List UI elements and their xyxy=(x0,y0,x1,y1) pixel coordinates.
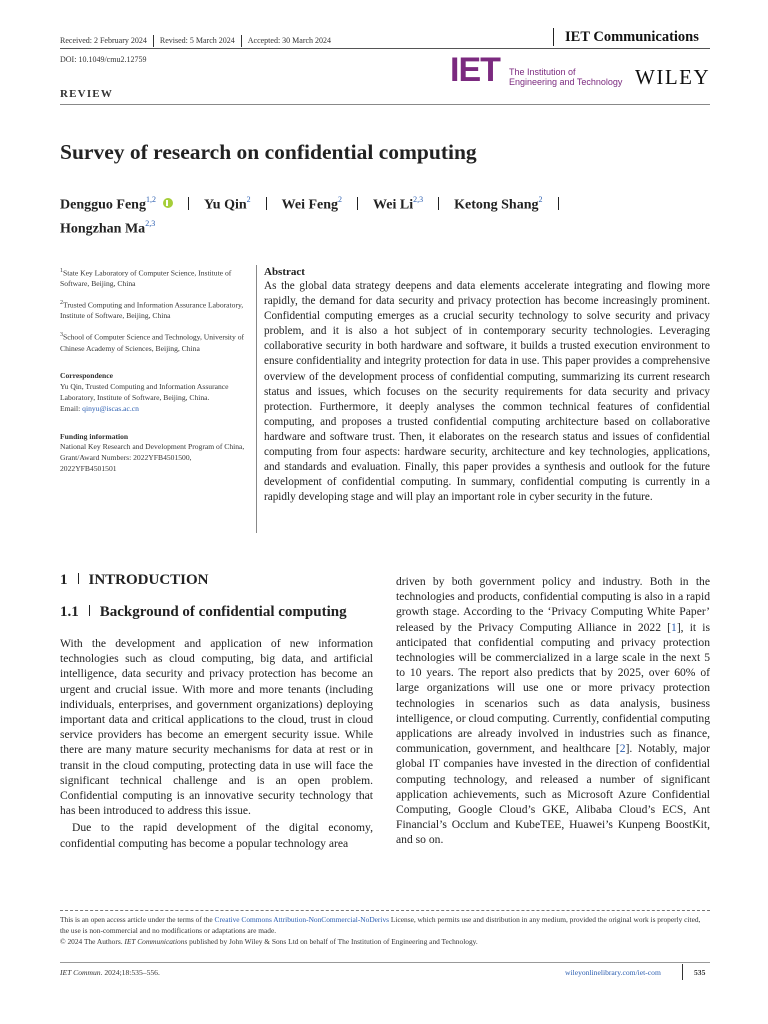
author-name[interactable]: Wei Feng xyxy=(281,197,339,213)
page-number: 535 xyxy=(694,968,706,977)
separator xyxy=(153,35,154,47)
orcid-icon[interactable] xyxy=(163,198,173,208)
received-date: Received: 2 February 2024 xyxy=(60,35,147,45)
author-separator xyxy=(357,197,358,210)
affiliation: $^1$State Key Laboratory of Computer Science, Institute of Software, Beijing, China xyxy=(60,268,232,289)
paragraph: driven by both government policy and industry. Both in the technologies and products, confidential computing is also in a rapid growth stage. According to the ‘Privacy Computing White Paper’ released by the Privacy Computing Alliance in 2022 [1], it is anticipated that confidential computing and privacy protection technologies will be commercialized in a large scale in the next 5 to 10 years. The report also predicts that by 2025, over 60% of large organizations will use one or more privacy protection technologies in scenarios such as data analysis, business intelligence, or cloud computing. Currently, confidential computing applications are already involved in industries such as finance, communication, government, and healthcare [2]. Notably, major global IT companies have invested in the direction of confidential computing technology, and released a number of significant application achievements, such as Microsoft Azure Confidential Computing, Google Cloud’s GKE, Alibaba Cloud’s ECS, Ant Financial’s Occlum and KubeTEE, Huawei’s Kunpeng BoostKit, and so on. xyxy=(396,575,710,847)
correspondence-text: Yu Qin, Trusted Computing and Information Assurance Laboratory, Institute of Software, Beijing, China. xyxy=(60,382,229,402)
affiliation: $^3$School of Computer Science and Technology, University of Chinese Academy of Sciences, Beijing, China xyxy=(60,332,245,353)
article-type: REVIEW xyxy=(60,88,114,100)
doi[interactable]: DOI: 10.1049/cmu2.12759 xyxy=(60,55,147,64)
citation-link[interactable]: 2 xyxy=(619,742,626,756)
funding-heading: Funding information xyxy=(60,431,129,441)
accepted-date: Accepted: 30 March 2024 xyxy=(247,35,332,45)
correspondence-heading: Correspondence xyxy=(60,371,114,381)
abstract-text: As the global data strategy deepens and data elements accelerate integrating and flowing more rapidly, the demand for data security and privacy protection has become increasingly prominent. Confidential computing emerges as a crucial security technology to solve security and privacy problem, and it is also a hot subject of in contemporary security technologies. Leveraging collaborative security in both hardware and software, it builds a trusted execution environment to ensure confidentiality and integrity protection for data in use. This paper provides a comprehensive overview of the development process of confidential computing, summarizing its current research status and issues, which focuses on the security requirements for data security and privacy protection. Furthermore, it deeply analyses the common technical features of confidential computing, and proposes a trusted confidential computing architecture based on collaborative hardware and software trust. Then, it elaborates on the research status and issues of confidential computing from four aspects: hardware security, architecture and key technologies, applications, and standards and evaluation. Finally, this paper provides a synthesis and outlook for the future development of confidential computing. In summary, confidential computing is currently in a rapidly developing stage and will play an important role in cyber security in the future. xyxy=(264,280,710,504)
revised-date: Revised: 5 March 2024 xyxy=(159,35,235,45)
iet-line1: The Institution of xyxy=(509,67,576,77)
bottom-rule xyxy=(60,962,710,963)
author-name[interactable]: Hongzhan Ma xyxy=(60,221,146,237)
sidebar xyxy=(60,266,245,475)
license-link[interactable]: Creative Commons Attribution-NonCommercial-NoDerivs xyxy=(214,915,390,924)
article-title: Survey of research on confidential computing xyxy=(60,140,477,164)
journal-divider xyxy=(553,28,554,46)
author-line-2 xyxy=(60,219,155,237)
right-column xyxy=(396,574,710,848)
author-separator xyxy=(266,197,267,210)
separator xyxy=(241,35,242,47)
iet-logo-text xyxy=(509,67,622,87)
footer-rule xyxy=(60,910,710,911)
copyright: © 2024 The Authors. IET Communications published by John Wiley & Sons Ltd on behalf of The Institution of Engineering and Technology. xyxy=(60,937,478,946)
author-affil: 2 xyxy=(538,195,543,204)
wiley-logo[interactable]: WILEY xyxy=(635,65,711,89)
email-link[interactable]: qinyu@iscas.ac.cn xyxy=(82,403,139,413)
license-block xyxy=(60,914,710,947)
abstract-rule xyxy=(256,265,257,533)
page-divider xyxy=(682,964,683,980)
journal-url[interactable]: wileyonlinelibrary.com/iet-com xyxy=(565,968,661,977)
section-heading: 1 INTRODUCTION xyxy=(60,572,209,588)
type-rule xyxy=(60,104,710,105)
abstract xyxy=(264,265,710,505)
author-name[interactable]: Yu Qin xyxy=(203,197,247,213)
correspondence-email: Email: qinyu@iscas.ac.cn xyxy=(60,403,139,413)
header-rule xyxy=(60,48,710,49)
author-name[interactable]: Wei Li xyxy=(373,197,414,213)
author-separator xyxy=(438,197,439,210)
author-name[interactable]: Ketong Shang xyxy=(454,197,539,213)
author-affil: 2,3 xyxy=(413,195,424,204)
author-separator xyxy=(188,197,189,210)
author-affil: 2 xyxy=(246,195,251,204)
abstract-heading: Abstract xyxy=(264,266,305,278)
dates-line xyxy=(60,35,331,47)
iet-line2: Engineering and Technology xyxy=(509,77,623,87)
left-column xyxy=(60,636,373,851)
citation-line: IET Commun. 2024;18:535–556. xyxy=(60,968,160,977)
author-affil: 2 xyxy=(338,195,343,204)
affiliation: $^2$Trusted Computing and Information Assurance Laboratory, Institute of Software, Beijing, China xyxy=(60,300,244,321)
funding-text: National Key Research and Development Program of China, Grant/Award Numbers: 2022YFB4501500, 2022YFB4501501 xyxy=(60,442,245,473)
author-line-1 xyxy=(60,195,710,213)
paragraph: Due to the rapid development of the digital economy, confidential computing has become a popular technology area xyxy=(60,821,373,850)
citation-link[interactable]: 1 xyxy=(671,620,677,634)
author-affil: 2,3 xyxy=(145,219,156,228)
journal-name[interactable]: IET Communications xyxy=(565,29,699,45)
author-name[interactable]: Dengguo Feng xyxy=(60,197,146,213)
paragraph: With the development and application of new information technologies such as cloud computing, big data, and artificial intelligence, data security and privacy protection has become an urgent and crucial issue. With more and more tenants (including individuals, enterprises, and government organizations) deploying important data and critical applications to the cloud, trust in cloud service providers has become an emergent security issue. While there are many mature security mechanisms for data at rest or in transit in the cloud computing, protecting data in use will face the significant technical challenge and is an open problem. Confidential computing is an innovative security technology that has been introduced to address this issue. xyxy=(60,637,373,818)
license-text: This is an open access article under the terms of the Creative Commons Attribution-NonCommercial-NoDerivs License, which permits use and distribution in any medium, provided the original work is properly cited, the use is non-commercial and no modifications or adaptations are made. xyxy=(60,915,701,935)
author-separator xyxy=(558,197,559,210)
subsection-heading: 1.1 Background of confidential computing xyxy=(60,604,347,620)
author-affil: 1,2 xyxy=(145,195,156,204)
iet-logo[interactable]: IET xyxy=(450,51,500,89)
